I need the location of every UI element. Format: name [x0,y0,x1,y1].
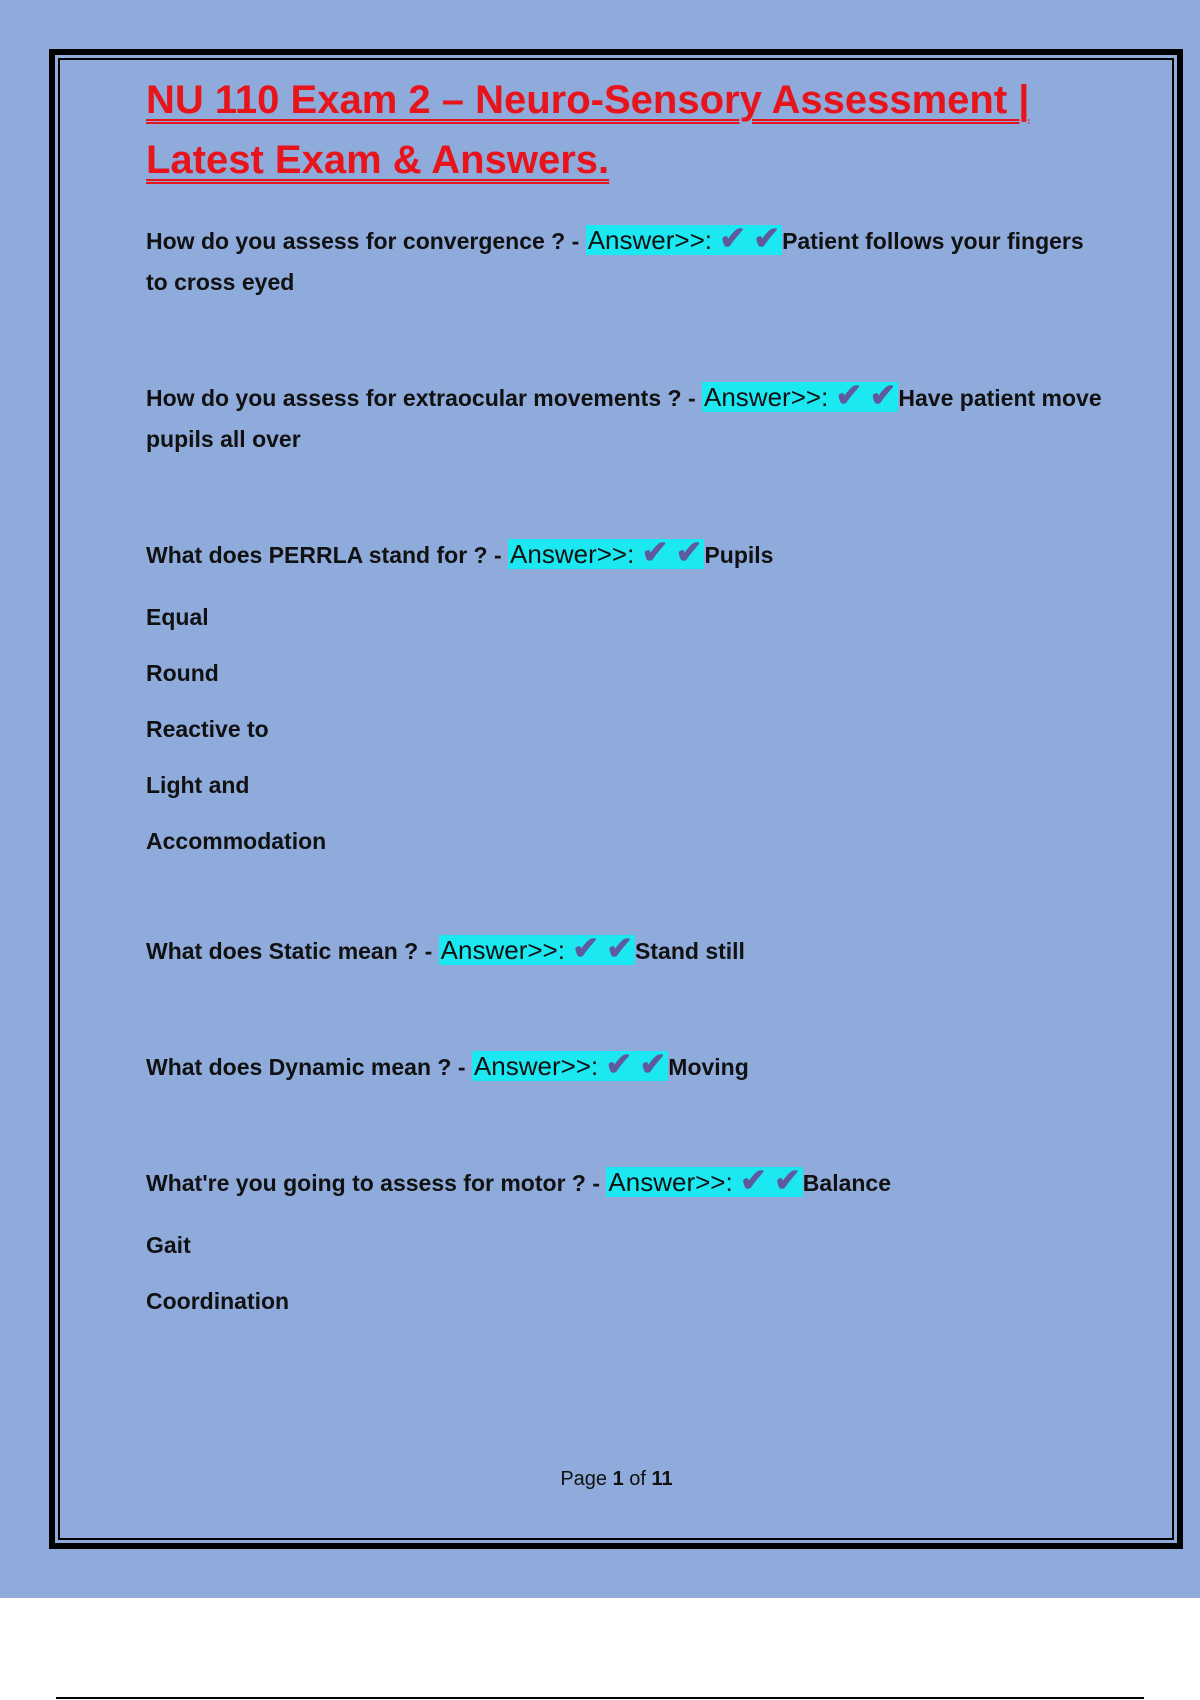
answer-continuation-line: Equal [146,604,209,630]
title-line-2: Latest Exam & Answers. [146,138,610,182]
answer-label: Answer>>: [608,1167,733,1197]
answer-marker [586,220,782,256]
answer-text: Patient follows your fingers to cross eyed [146,228,1084,295]
qa-item [146,377,1106,460]
answer-label: Answer>>: [704,382,829,412]
answer-marker [508,534,704,570]
bottom-divider [56,1697,1144,1699]
check-icon: ✔ [773,1162,801,1198]
answer-continuation-line: Reactive to [146,716,269,742]
qa-list [146,220,1106,1316]
question-text: What're you going to assess for motor ? - [146,1170,601,1196]
answer-label: Answer>>: [473,1051,599,1081]
check-icon: ✔ [739,1162,767,1198]
check-icon: ✔ [719,220,747,256]
answer-marker [472,1046,668,1082]
answer-marker [606,1162,802,1198]
qa-text [146,1046,1106,1088]
answer-continuation-line: Gait [146,1232,191,1258]
qa-text [146,220,1106,303]
answer-text: Pupils [704,542,774,568]
qa-item [146,1046,1106,1088]
answer-marker [702,377,898,413]
qa-item [146,930,1106,972]
title-line-1: NU 110 Exam 2 – Neuro-Sensory Assessment | [146,78,1030,122]
check-icon: ✔ [606,930,634,966]
check-icon: ✔ [675,534,703,570]
answer-label: Answer>>: [510,539,635,569]
question-text: How do you assess for convergence ? - [146,228,580,254]
answer-continuation-line: Coordination [146,1288,290,1314]
check-icon: ✔ [572,930,599,966]
check-icon: ✔ [869,377,897,413]
qa-text [146,377,1106,460]
answer-continuation-line: Accommodation [146,828,327,854]
answer-text: Balance [802,1170,892,1196]
answer-label: Answer>>: [440,935,565,965]
answer-text: Stand still [635,938,745,964]
check-icon: ✔ [641,534,669,570]
page-of-label: of [629,1468,646,1490]
qa-text [146,930,1106,972]
document-content [146,70,1106,1316]
page-footer [0,1468,1200,1491]
qa-item [146,220,1106,303]
check-icon: ✔ [753,220,781,256]
answer-continuation-line: Light and [146,772,250,798]
check-icon: ✔ [639,1046,667,1082]
question-text: What does PERRLA stand for ? - [146,542,502,568]
question-text: What does Dynamic mean ? - [146,1054,466,1080]
question-text: What does Static mean ? - [146,938,433,964]
page-total: 11 [651,1468,673,1490]
qa-text [146,534,1106,576]
check-icon: ✔ [605,1046,633,1082]
check-icon: ✔ [835,377,863,413]
qa-item [146,1162,1106,1316]
answer-label: Answer>>: [587,225,712,255]
answer-text: Have patient move pupils all over [146,385,1102,452]
question-text: How do you assess for extraocular movements ? - [146,385,696,411]
qa-text [146,1162,1106,1204]
answer-marker [439,930,635,966]
page-current: 1 [612,1468,624,1490]
answer-continuation-line: Round [146,660,219,686]
qa-item [146,534,1106,856]
page-label: Page [560,1468,608,1490]
document-title [146,70,1106,190]
answer-text: Moving [668,1054,749,1080]
